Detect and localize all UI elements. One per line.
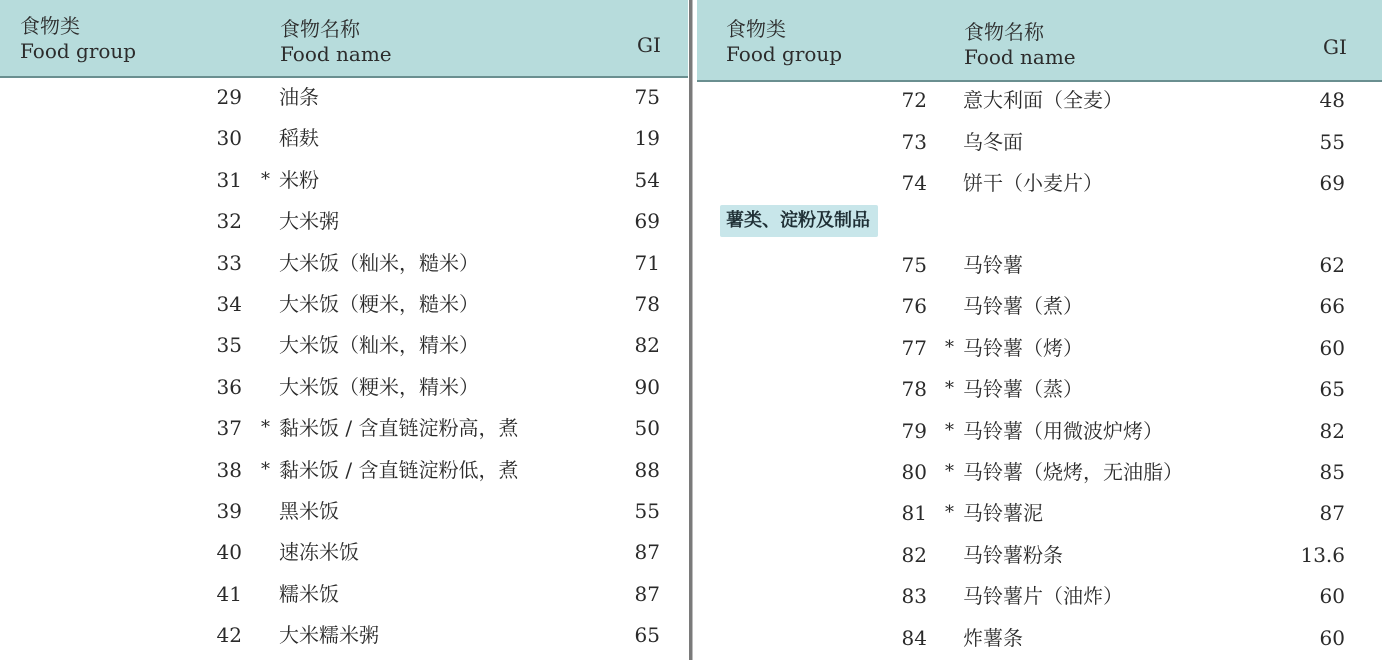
table-row (0, 372, 688, 412)
row-number: 37 (216, 416, 242, 441)
food-name: 意大利面（全麦） (963, 88, 1123, 112)
row-number: 40 (216, 540, 242, 565)
table-row (697, 498, 1382, 538)
section-label-tubers: 薯类、淀粉及制品 (720, 205, 878, 237)
food-name: 油条 (279, 85, 319, 109)
row-number: 41 (216, 581, 242, 606)
gi-header: GI (1323, 35, 1347, 59)
asterisk-mark: * (945, 502, 954, 524)
gi-value: 87 (634, 540, 660, 565)
table-row (697, 623, 1382, 660)
food-name: 马铃薯粉条 (963, 542, 1063, 567)
table-row (0, 289, 688, 329)
food-name: 马铃薯（用微波炉烤） (963, 418, 1163, 443)
gi-value: 87 (1319, 501, 1345, 526)
table-row (0, 496, 688, 536)
gi-value: 75 (634, 85, 660, 109)
food-group-header: 食物类 Food group (20, 14, 137, 63)
food-name: 黑米饭 (279, 499, 339, 523)
table-row (0, 206, 688, 246)
table-row (0, 579, 688, 619)
gi-value: 62 (1319, 253, 1345, 277)
food-name: 马铃薯（蒸） (963, 377, 1083, 402)
row-number: 39 (216, 499, 242, 523)
gi-value: 60 (1319, 335, 1345, 360)
food-name: 大米糯米粥 (279, 623, 379, 648)
gi-value: 65 (1319, 377, 1345, 402)
table-row (697, 127, 1382, 167)
row-number: 84 (901, 625, 927, 650)
row-number: 83 (901, 584, 927, 609)
food-name: 大米粥 (279, 209, 339, 234)
food-name: 马铃薯（煮） (963, 294, 1083, 319)
table-row (697, 333, 1382, 373)
row-number: 75 (901, 253, 927, 277)
gi-value: 50 (634, 416, 660, 441)
page-divider (689, 0, 696, 660)
row-number: 31 (216, 167, 242, 192)
row-number: 79 (901, 418, 927, 443)
left-table (0, 0, 688, 660)
row-number: 34 (216, 292, 242, 316)
food-name: 马铃薯片（油炸） (963, 584, 1123, 609)
row-number: 74 (901, 171, 927, 195)
food-group-header: 食物类 Food group (726, 17, 843, 66)
gi-value: 82 (1319, 418, 1345, 443)
gi-value: 85 (1319, 460, 1345, 484)
gi-value: 13.6 (1300, 542, 1345, 567)
table-row (697, 85, 1382, 125)
table-row (697, 374, 1382, 414)
table-row (697, 416, 1382, 456)
food-name: 黏米饭 / 含直链淀粉高，煮 (279, 416, 519, 441)
table-header-right (697, 0, 1382, 82)
gi-value: 60 (1319, 625, 1345, 650)
food-name-header: 食物名称 Food name (280, 17, 392, 66)
food-name-header: 食物名称 Food name (964, 20, 1076, 69)
gi-value: 48 (1319, 88, 1345, 112)
gi-header: GI (637, 33, 661, 57)
row-number: 29 (216, 85, 242, 109)
table-row (0, 248, 688, 288)
food-name: 马铃薯泥 (963, 501, 1043, 526)
row-number: 82 (901, 542, 927, 567)
table-row (0, 330, 688, 370)
gi-value: 60 (1319, 584, 1345, 609)
table-row (0, 165, 688, 205)
food-name: 速冻米饭 (279, 540, 359, 565)
food-name: 大米饭（籼米，糙米） (279, 250, 479, 275)
gi-value: 87 (634, 581, 660, 606)
gi-value: 19 (634, 126, 660, 151)
food-name: 稻麸 (279, 126, 319, 151)
table-row (697, 540, 1382, 580)
gi-value: 90 (634, 374, 660, 399)
food-name: 马铃薯 (963, 253, 1023, 277)
asterisk-mark: * (261, 458, 270, 480)
table-row (0, 620, 688, 660)
row-number: 76 (901, 294, 927, 319)
gi-value: 82 (634, 333, 660, 358)
food-name: 饼干（小麦片） (963, 171, 1103, 195)
table-row (0, 455, 688, 495)
row-number: 36 (216, 374, 242, 399)
asterisk-mark: * (261, 168, 270, 190)
row-number: 42 (216, 623, 242, 648)
row-number: 35 (216, 333, 242, 358)
asterisk-mark: * (945, 419, 954, 441)
row-number: 78 (901, 377, 927, 402)
gi-value: 69 (1319, 171, 1345, 195)
table-row (697, 291, 1382, 331)
asterisk-mark: * (261, 417, 270, 439)
table-row (697, 457, 1382, 497)
gi-value: 65 (634, 623, 660, 648)
food-name: 炸薯条 (963, 625, 1023, 650)
gi-value: 54 (634, 167, 660, 192)
gi-value: 69 (634, 209, 660, 234)
row-number: 81 (901, 501, 927, 526)
food-name: 米粉 (279, 167, 319, 192)
food-name: 乌冬面 (963, 129, 1023, 154)
gi-value: 66 (1319, 294, 1345, 319)
food-name: 糯米饭 (279, 581, 339, 606)
table-row (697, 581, 1382, 621)
row-number: 72 (901, 88, 927, 112)
food-name: 大米饭（粳米，精米） (279, 374, 479, 399)
table-row (0, 413, 688, 453)
gi-value: 88 (634, 457, 660, 482)
row-number: 33 (216, 250, 242, 275)
row-number: 77 (901, 335, 927, 360)
table-header-left (0, 0, 688, 78)
gi-value: 55 (1319, 129, 1345, 154)
gi-value: 78 (634, 292, 660, 316)
gi-value: 71 (634, 250, 660, 275)
row-number: 73 (901, 129, 927, 154)
food-name: 黏米饭 / 含直链淀粉低，煮 (279, 457, 519, 482)
food-name: 大米饭（粳米，糙米） (279, 292, 479, 316)
table-row (697, 250, 1382, 290)
gi-value: 55 (634, 499, 660, 523)
row-number: 32 (216, 209, 242, 234)
table-row (0, 537, 688, 577)
row-number: 80 (901, 460, 927, 484)
asterisk-mark: * (945, 461, 954, 482)
asterisk-mark: * (945, 336, 954, 358)
food-name: 大米饭（籼米，精米） (279, 333, 479, 358)
table-row (0, 82, 688, 122)
table-row (697, 168, 1382, 208)
right-table (697, 0, 1382, 660)
food-name: 马铃薯（烧烤，无油脂） (963, 460, 1183, 484)
asterisk-mark: * (945, 378, 954, 400)
food-name: 马铃薯（烤） (963, 335, 1083, 360)
table-row (0, 123, 688, 163)
row-number: 38 (216, 457, 242, 482)
row-number: 30 (216, 126, 242, 151)
